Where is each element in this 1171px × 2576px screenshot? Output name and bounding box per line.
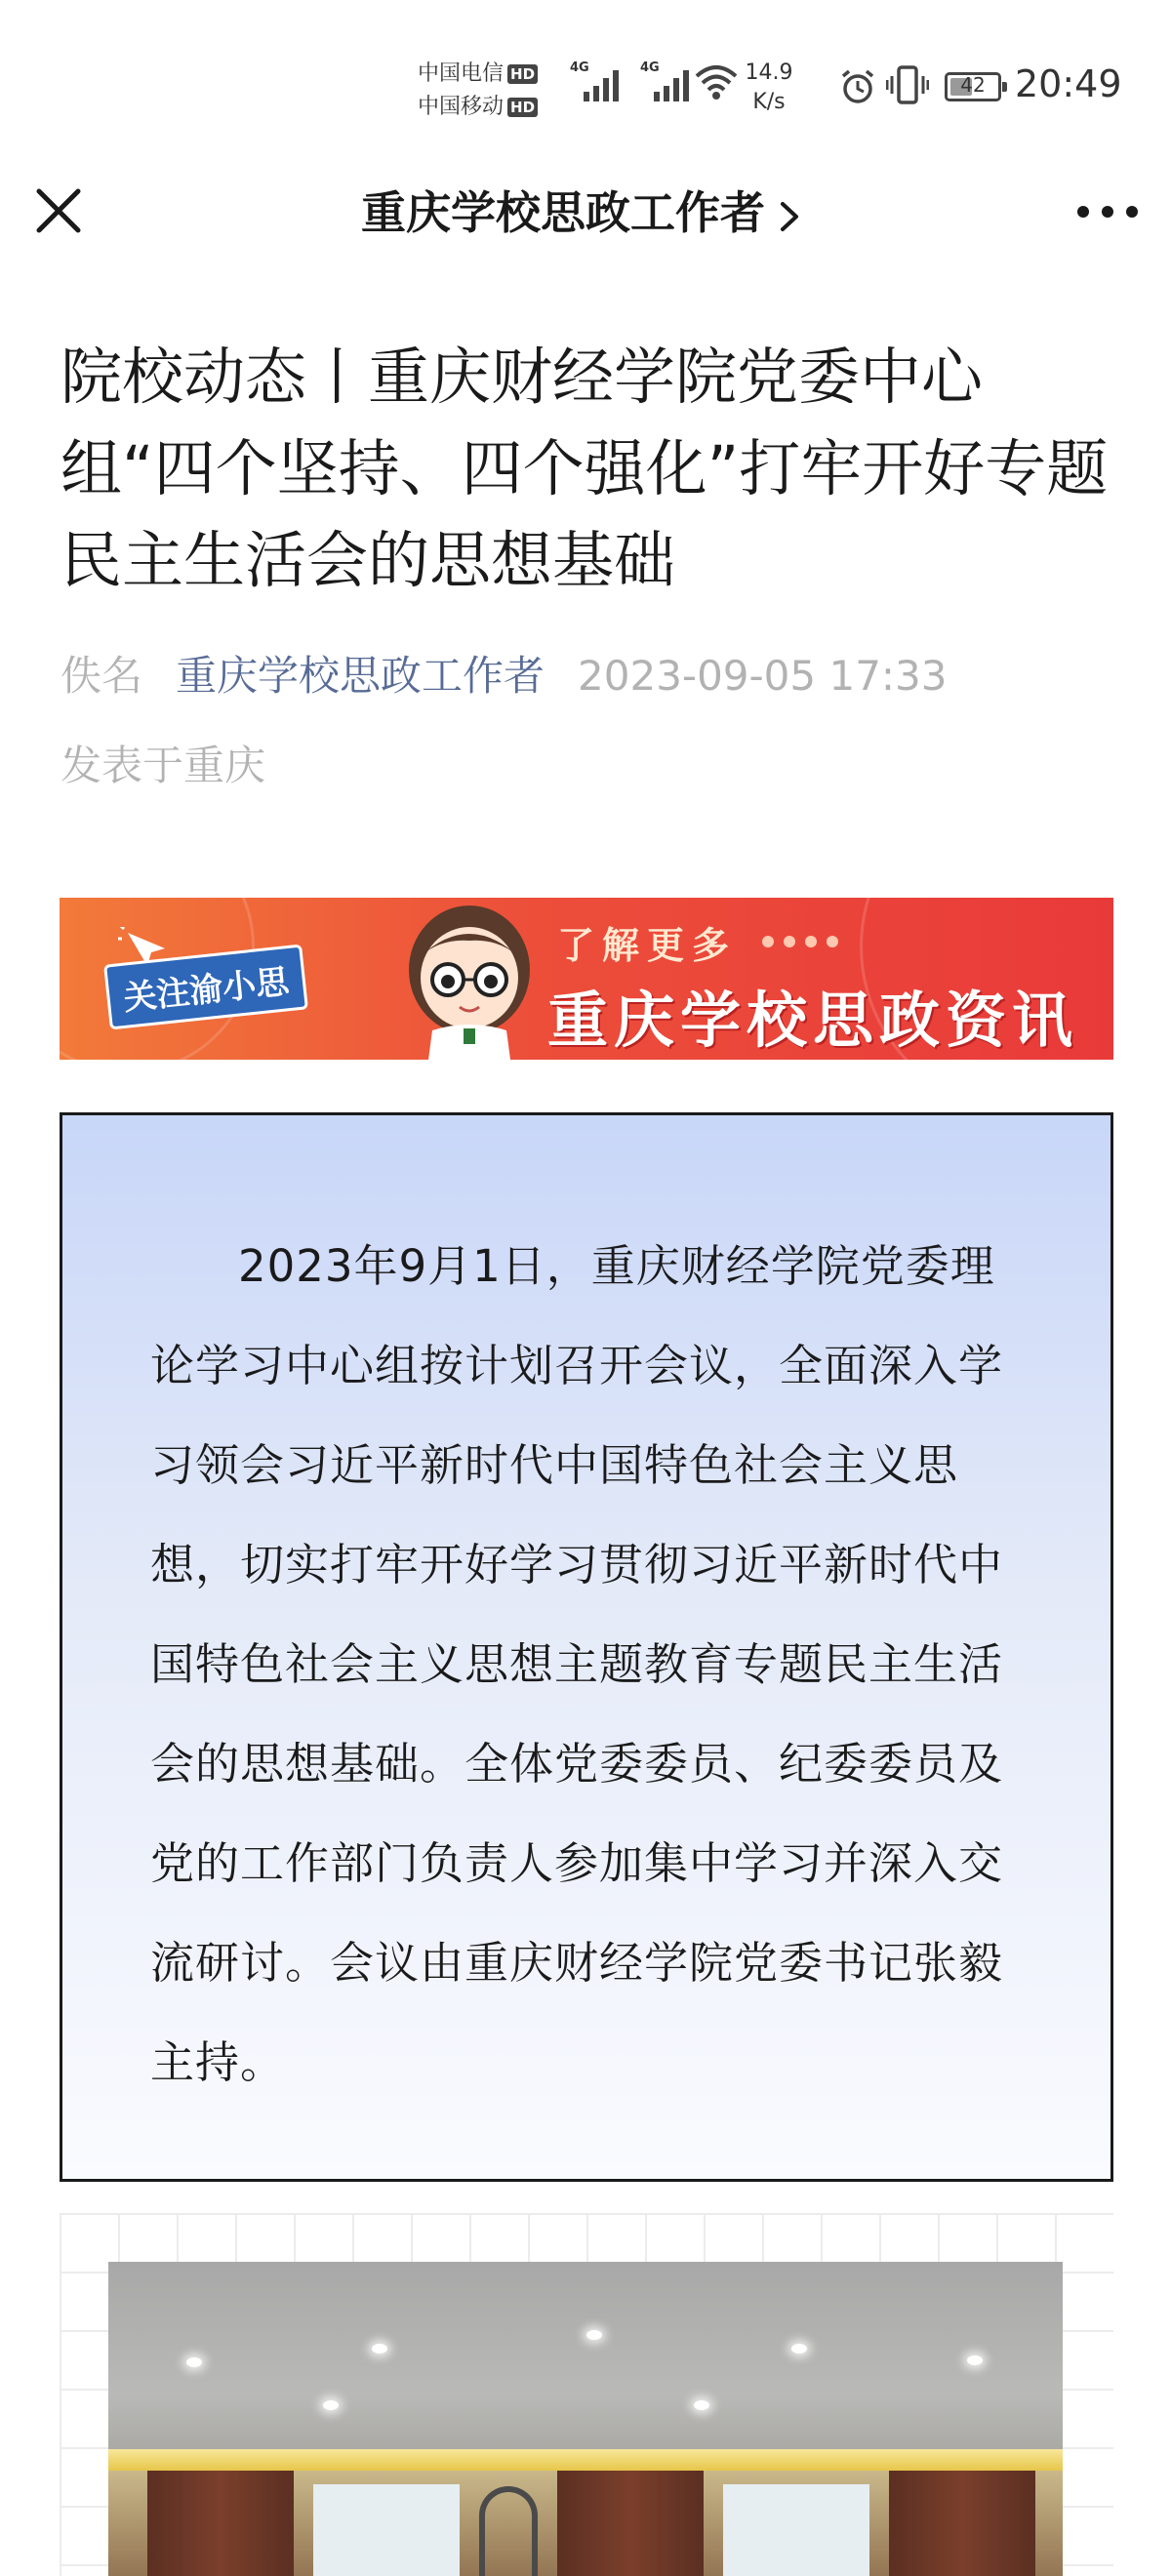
status-bar: [0, 0, 1171, 166]
signal-2-label: 4G: [640, 60, 660, 75]
article-meta: [61, 644, 948, 703]
hd-badge-1: HD: [507, 64, 538, 84]
intro-box: [60, 1112, 1113, 2182]
article-author: 佚名: [61, 652, 143, 700]
vibrate-icon: [886, 64, 929, 105]
wifi-icon: [695, 64, 738, 101]
banner-subtitle: 了解更多: [557, 924, 738, 967]
alarm-icon: [839, 68, 876, 105]
article-location: 发表于重庆: [61, 742, 266, 789]
carrier-1-name: 中国电信: [418, 61, 505, 86]
account-title-link[interactable]: [0, 178, 1171, 242]
status-time: 20:49: [1015, 62, 1122, 105]
meeting-room-photo[interactable]: [108, 2262, 1063, 2576]
battery-icon: [945, 72, 1001, 101]
banner-main-text: 重庆学校思政资讯: [547, 985, 1079, 1056]
carrier-1: [418, 57, 538, 87]
article-title: 院校动态丨重庆财经学院党委中心组“四个坚持、四个强化”打牢开好专题民主生活会的思想基础: [61, 342, 1109, 596]
carrier-2: [418, 90, 538, 120]
follow-banner[interactable]: [60, 898, 1113, 1060]
signal-1-label: 4G: [570, 60, 589, 75]
signal-2-icon: [640, 60, 699, 101]
article-datetime: 2023-09-05 17:33: [578, 652, 948, 700]
nav-bar: [0, 166, 1171, 254]
photo-frame: [60, 2213, 1113, 2576]
carrier-2-name: 中国移动: [418, 95, 505, 119]
signal-1-icon: [570, 60, 628, 101]
banner-tag: 关注渝小思: [103, 945, 308, 1030]
hd-badge-2: HD: [507, 98, 538, 117]
net-speed: [740, 59, 798, 117]
account-link[interactable]: 重庆学校思政工作者: [176, 652, 545, 700]
chevron-right-icon: [771, 194, 810, 239]
more-icon[interactable]: [1073, 187, 1142, 236]
mascot-girl-icon: [382, 902, 557, 1060]
account-title: 重庆学校思政工作者: [361, 186, 765, 239]
banner-dots: [762, 933, 848, 951]
net-speed-unit: K/s: [752, 90, 786, 114]
battery-level: 42: [960, 73, 986, 97]
net-speed-value: 14.9: [745, 60, 793, 85]
intro-paragraph: 2023年9月1日，重庆财经学院党委理论学习中心组按计划召开会议，全面深入学习领会习近平新时代中国特色社会主义思想，切实打牢开好学习贯彻习近平新时代中国特色社会主义思想主题教育专题民主生活会的思想基础。全体党委委员、纪委委员及党的工作部门负责人参加集中学习并深入交流研讨。会议由重庆财经学院党委书记张毅主持。: [150, 1240, 1004, 2088]
